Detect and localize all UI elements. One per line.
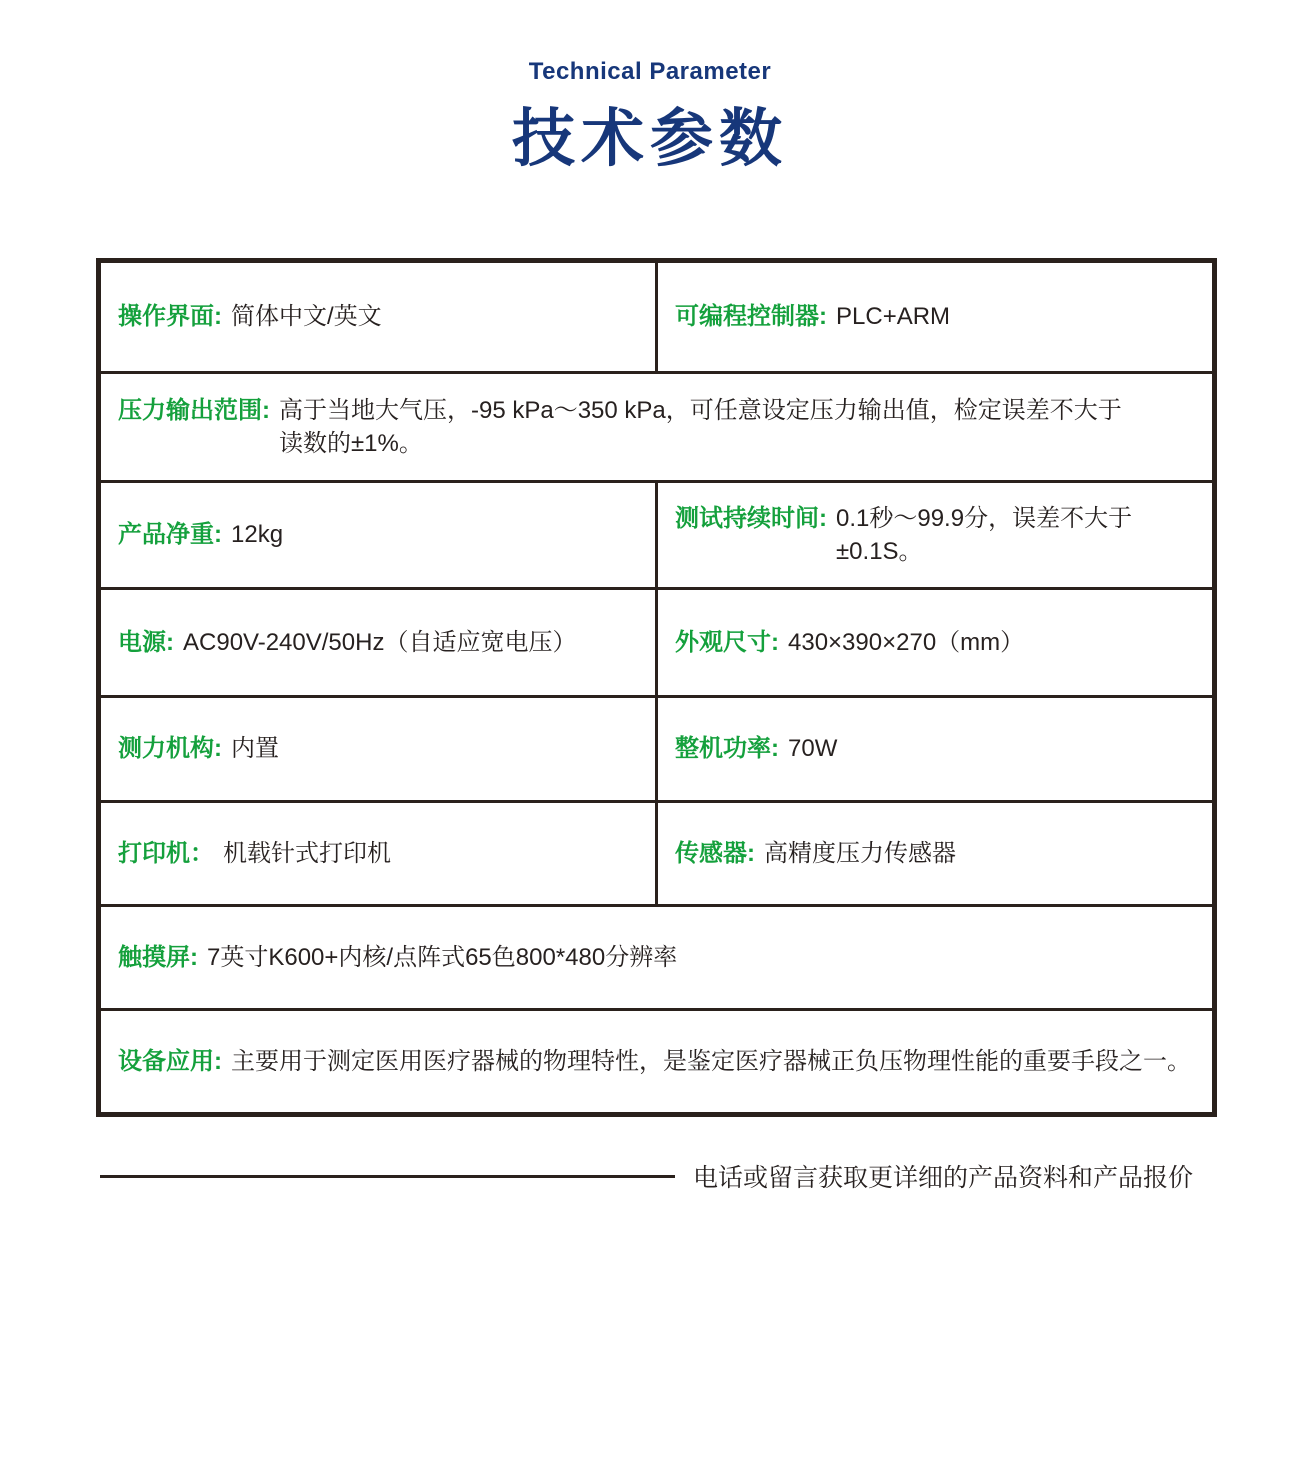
spec-cell-test-duration: [658, 483, 1212, 587]
spec-table: [96, 258, 1217, 1117]
spec-value-touch-screen: 7英寸K600+内核/点阵式65色800*480分辨率: [207, 943, 678, 971]
spec-cell-total-power: [658, 698, 1212, 800]
spec-label-total-power: 整机功率:: [675, 735, 779, 763]
spec-value-dimensions: 430×390×270（mm）: [788, 628, 1025, 656]
spec-cell-force-mechanism: [101, 698, 655, 800]
spec-label-power-supply: 电源:: [118, 628, 174, 656]
spec-label-net-weight: 产品净重:: [118, 521, 222, 549]
spec-cell-dimensions: [658, 590, 1212, 695]
spec-cell-printer: [101, 803, 655, 904]
footer-rule: [100, 1175, 675, 1178]
spec-cell-sensor: [658, 803, 1212, 904]
spec-cell-pressure-output-range: [101, 374, 1212, 480]
spec-value-pressure-line2: 读数的±1%。: [279, 430, 423, 457]
spec-value-operation-interface: 简体中文/英文: [231, 303, 382, 331]
spec-label-application: 设备应用:: [118, 1047, 222, 1075]
spec-label-force-mechanism: 测力机构:: [118, 735, 222, 763]
spec-label-pressure-output-range: 压力输出范围:: [118, 396, 270, 424]
spec-cell-operation-interface: [101, 263, 655, 371]
spec-value-plc-controller: PLC+ARM: [836, 303, 951, 331]
spec-label-test-duration: 测试持续时间:: [675, 504, 827, 532]
spec-value-net-weight: 12kg: [231, 521, 284, 549]
spec-value-test-duration: 0.1秒～99.9分，误差不大于±0.1S。: [836, 504, 1133, 565]
spec-value-power-supply: AC90V-240V/50Hz（自适应宽电压）: [183, 628, 577, 656]
page-title: 技术参数: [512, 104, 788, 174]
spec-cell-application: [101, 1011, 1212, 1112]
subtitle-en: Technical Parameter: [528, 58, 772, 85]
spec-cell-net-weight: [101, 483, 655, 587]
spec-cell-plc-controller: [658, 263, 1212, 371]
spec-label-printer: 打印机：: [118, 839, 214, 867]
spec-value-printer: 机载针式打印机: [223, 839, 391, 867]
spec-label-sensor: 传感器:: [675, 839, 755, 867]
footer: [100, 1158, 1220, 1194]
spec-cell-power-supply: [101, 590, 655, 695]
footer-note: 电话或留言获取更详细的产品资料和产品报价: [693, 1164, 1194, 1192]
spec-value-sensor: 高精度压力传感器: [764, 839, 956, 867]
spec-cell-touch-screen: [101, 907, 1212, 1008]
spec-value-force-mechanism: 内置: [231, 735, 279, 763]
spec-label-plc-controller: 可编程控制器:: [675, 303, 827, 331]
spec-value-application: 主要用于测定医用医疗器械的物理特性，是鉴定医疗器械正负压物理性能的重要手段之一。: [231, 1047, 1191, 1075]
spec-value-total-power: 70W: [788, 735, 838, 763]
spec-label-dimensions: 外观尺寸:: [675, 628, 779, 656]
spec-value-pressure-line1: 高于当地大气压，-95 kPa～350 kPa，可任意设定压力输出值，检定误差不大于: [279, 396, 1122, 424]
spec-label-operation-interface: 操作界面:: [118, 303, 222, 331]
spec-label-touch-screen: 触摸屏:: [118, 943, 198, 971]
